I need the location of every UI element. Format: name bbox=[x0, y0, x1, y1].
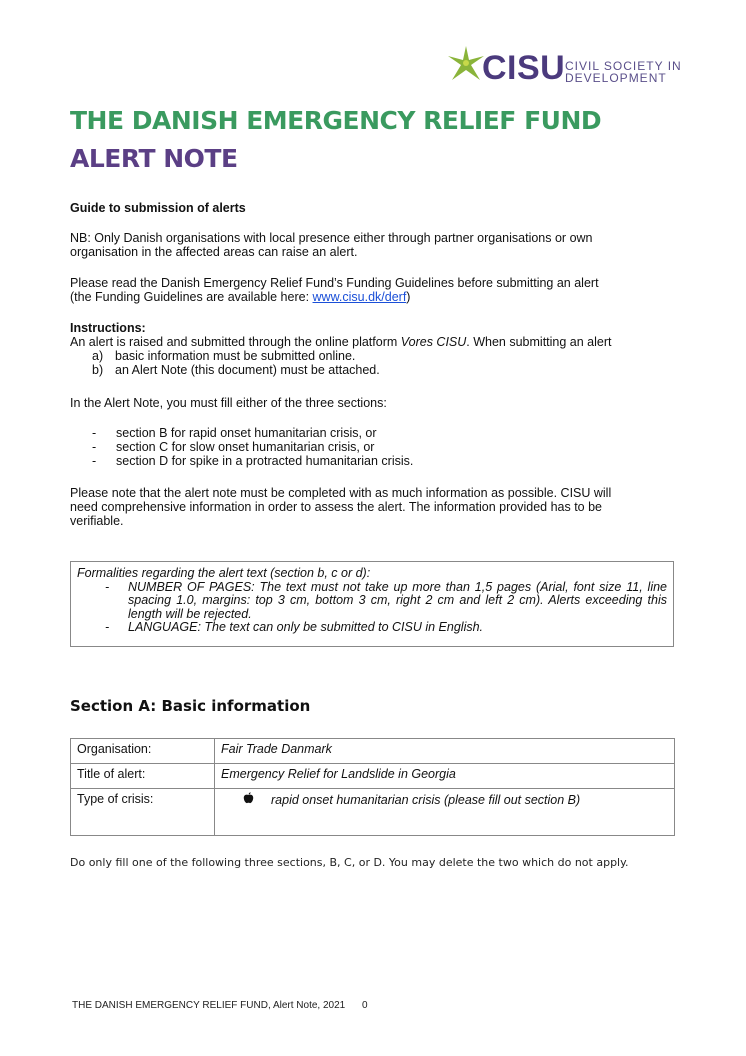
logo-subtitle bbox=[565, 60, 682, 84]
apple-bullet-icon bbox=[243, 792, 271, 807]
list-dash: - bbox=[105, 579, 110, 594]
instructions-line-prefix: An alert is raised and submitted through the online platform bbox=[70, 335, 401, 349]
sections-list bbox=[70, 426, 413, 468]
guidelines-link[interactable]: www.cisu.dk/derf bbox=[312, 290, 407, 304]
list-item bbox=[70, 363, 612, 377]
list-dash: - bbox=[92, 454, 97, 468]
title-label: Title of alert: bbox=[71, 764, 215, 789]
page-footer bbox=[72, 1000, 368, 1011]
logo-subtitle-line1: CIVIL SOCIETY IN bbox=[565, 59, 682, 73]
read-line-2-prefix: (the Funding Guidelines are available here: bbox=[70, 290, 313, 304]
please-line-1: Please note that the alert note must be completed with as much information as possible. CISU will bbox=[70, 486, 612, 500]
list-dash: - bbox=[92, 440, 97, 454]
org-value[interactable]: Fair Trade Danmark bbox=[215, 739, 675, 764]
list-item bbox=[70, 349, 612, 363]
formalities-box bbox=[70, 561, 674, 647]
guide-heading: Guide to submission of alerts bbox=[70, 201, 246, 215]
nb-line-1: NB: Only Danish organisations with local presence either through partner organisations or own bbox=[70, 231, 593, 245]
list-marker: a) bbox=[92, 349, 104, 363]
list-item-text: basic information must be submitted online. bbox=[115, 349, 356, 363]
sections-intro: In the Alert Note, you must fill either of the three sections: bbox=[70, 396, 387, 410]
formalities-heading: Formalities regarding the alert text (section b, c or d): bbox=[77, 566, 371, 580]
document-title: THE DANISH EMERGENCY RELIEF FUND bbox=[70, 106, 602, 135]
table-row bbox=[71, 764, 675, 789]
formalities-item bbox=[77, 581, 667, 622]
table-row bbox=[71, 789, 675, 836]
instructions-line-suffix: . When submitting an alert bbox=[466, 335, 612, 349]
please-line-2: need comprehensive information in order to assess the alert. The information provided has to be bbox=[70, 500, 603, 514]
list-item-text: section C for slow onset humanitarian crisis, or bbox=[116, 440, 375, 454]
list-marker: b) bbox=[92, 363, 104, 377]
type-cell[interactable] bbox=[215, 789, 675, 836]
cisu-logo bbox=[444, 42, 684, 86]
list-item-text: section B for rapid onset humanitarian crisis, or bbox=[116, 426, 377, 440]
instructions-heading: Instructions: bbox=[70, 321, 146, 335]
page-number: 0 bbox=[362, 1000, 368, 1011]
logo-brand: CISU bbox=[482, 49, 566, 87]
type-value: rapid onset humanitarian crisis (please fill out section B) bbox=[271, 793, 581, 807]
list-dash: - bbox=[105, 620, 110, 634]
list-item-text: an Alert Note (this document) must be attached. bbox=[115, 363, 380, 377]
document-subtitle: ALERT NOTE bbox=[70, 144, 238, 173]
logo-subtitle-line2: DEVELOPMENT bbox=[565, 71, 667, 85]
instructions-line bbox=[70, 335, 612, 349]
please-line-3: verifiable. bbox=[70, 514, 124, 528]
nb-line-2: organisation in the affected areas can raise an alert. bbox=[70, 245, 358, 259]
instructions-block bbox=[70, 321, 612, 377]
basic-info-table bbox=[70, 738, 675, 836]
vores-cisu-text: Vores CISU bbox=[400, 335, 467, 349]
org-label: Organisation: bbox=[71, 739, 215, 764]
nb-paragraph bbox=[70, 231, 593, 259]
bottom-note: Do only fill one of the following three sections, B, C, or D. You may delete the two which do not apply. bbox=[70, 856, 629, 869]
list-item-text: section D for spike in a protracted humanitarian crisis. bbox=[116, 454, 414, 468]
list-item bbox=[70, 454, 413, 468]
list-dash: - bbox=[92, 426, 97, 440]
read-line-2 bbox=[70, 290, 599, 304]
formalities-item-text: NUMBER OF PAGES: The text must not take up more than 1,5 pages (Arial, font size 11, line spacing 1.0, margins: top 3 cm, bottom 3 cm, right 2 cm and left 2 cm). Alerts exceeding this length will be rejected. bbox=[128, 579, 667, 621]
read-line-1: Please read the Danish Emergency Relief Fund’s Funding Guidelines before submitting an alert bbox=[70, 276, 599, 290]
footer-text: THE DANISH EMERGENCY RELIEF FUND, Alert Note, 2021 bbox=[72, 1000, 346, 1011]
read-line-2-suffix: ) bbox=[406, 290, 411, 304]
please-note-paragraph bbox=[70, 486, 611, 528]
title-value[interactable]: Emergency Relief for Landslide in Georgia bbox=[215, 764, 675, 789]
formalities-item bbox=[77, 621, 667, 635]
section-a-title: Section A: Basic information bbox=[70, 697, 311, 715]
list-item bbox=[70, 440, 413, 454]
table-row bbox=[71, 739, 675, 764]
list-item bbox=[70, 426, 413, 440]
type-label: Type of crisis: bbox=[71, 789, 215, 836]
read-guidelines-paragraph bbox=[70, 276, 599, 304]
formalities-item-text: LANGUAGE: The text can only be submitted to CISU in English. bbox=[128, 620, 484, 634]
